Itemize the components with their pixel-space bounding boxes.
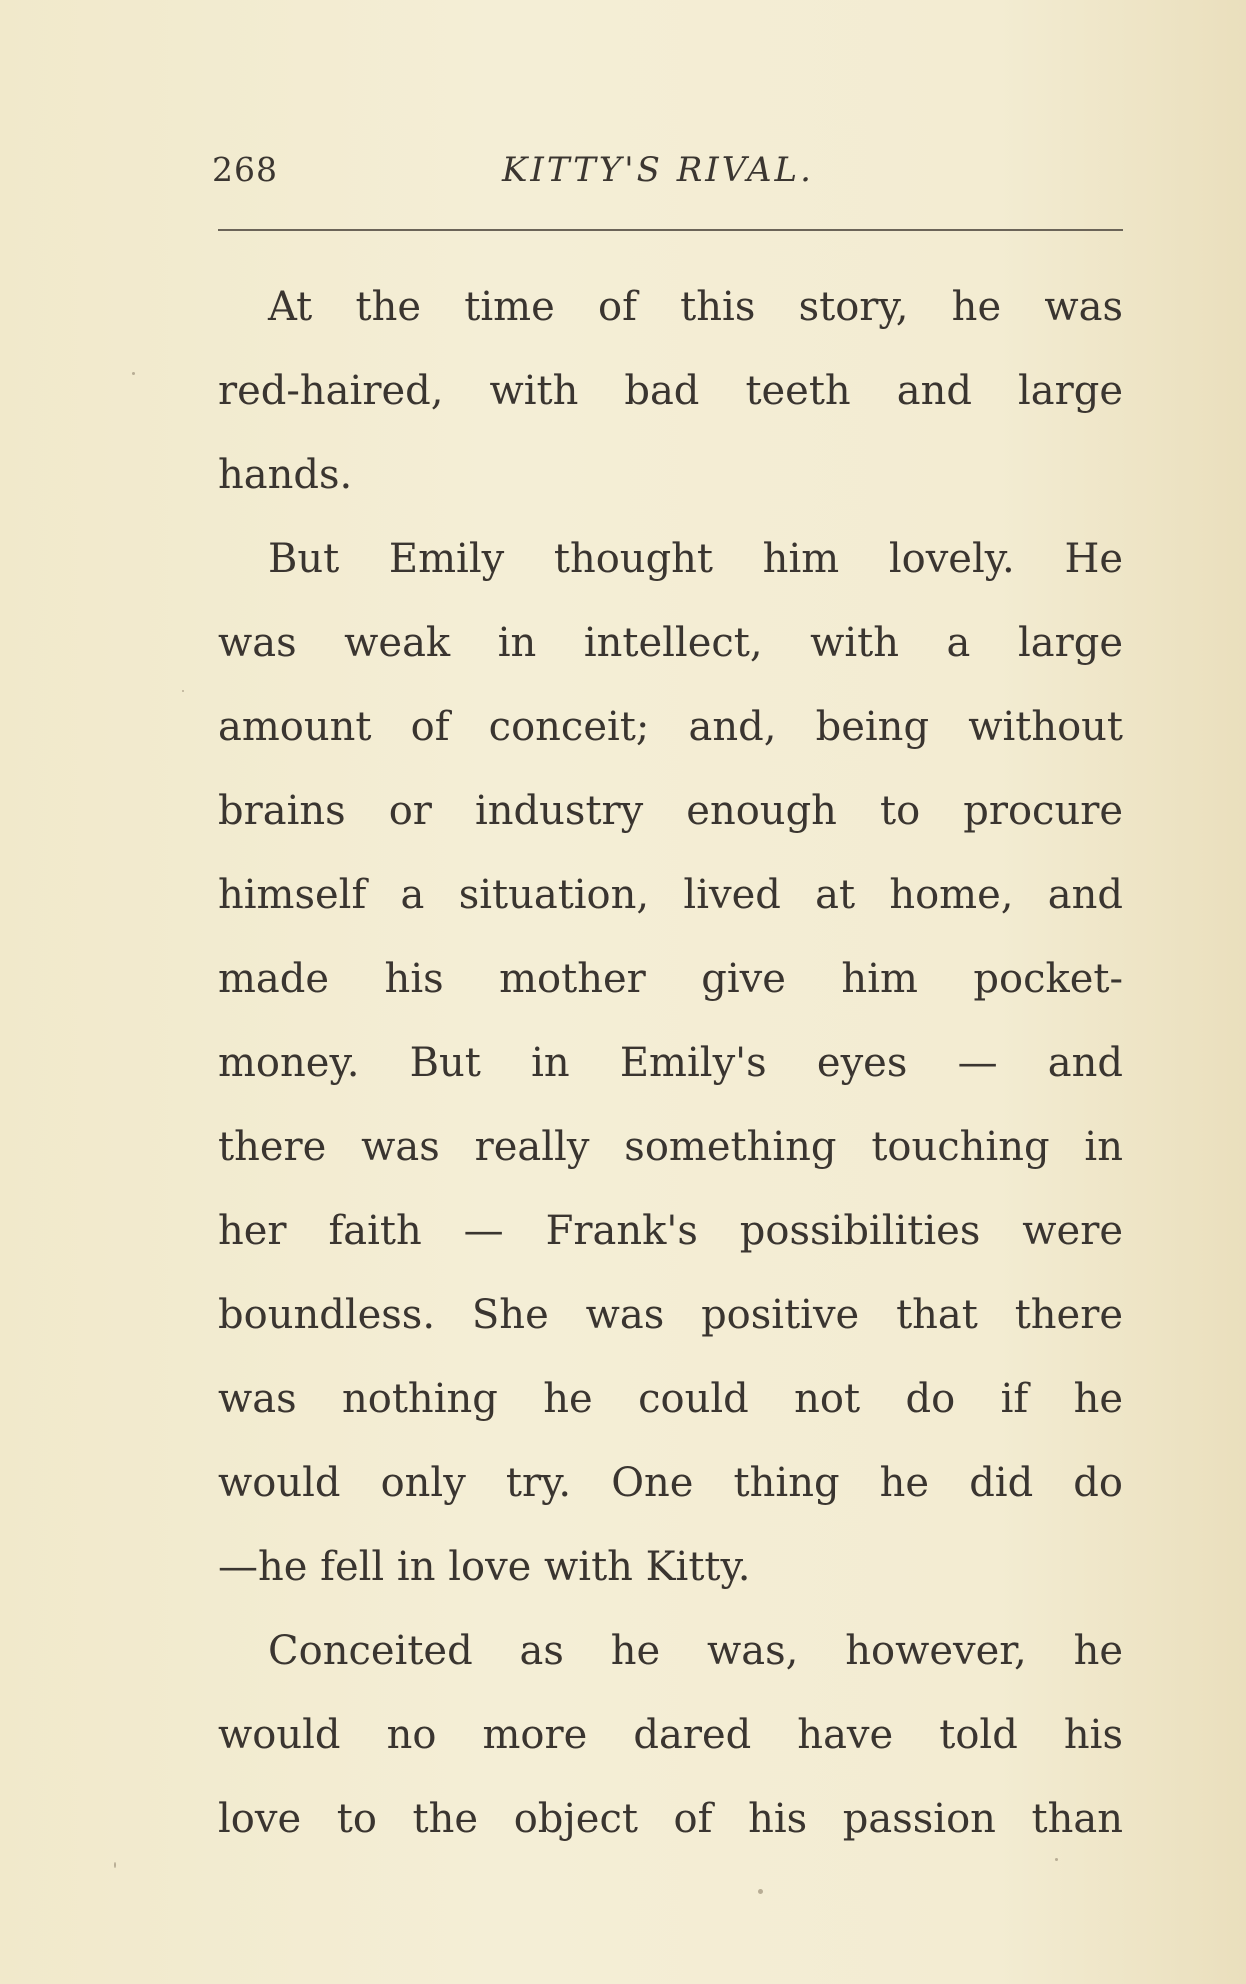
text-line: money. But in Emily's eyes — and [218, 1040, 1123, 1086]
text-line: At the time of this story, he was [268, 284, 1123, 330]
text-line: hands. [218, 452, 353, 498]
text-line: was weak in intellect, with a large [218, 620, 1123, 666]
text-line: red-haired, with bad teeth and large [218, 368, 1123, 414]
text-line: made his mother give him pocket- [218, 956, 1123, 1002]
page-header [212, 150, 1122, 200]
paper-speck [132, 372, 135, 375]
text-line: was nothing he could not do if he [218, 1376, 1123, 1422]
text-line: brains or industry enough to procure [218, 788, 1123, 834]
text-line: would only try. One thing he did do [218, 1460, 1123, 1506]
paper-speck [182, 690, 184, 692]
text-line: love to the object of his passion than [218, 1796, 1123, 1842]
text-line: himself a situation, lived at home, and [218, 872, 1123, 918]
paper-speck [114, 1862, 116, 1868]
text-line: amount of conceit; and, being without [218, 704, 1123, 750]
text-line: But Emily thought him lovely. He [268, 536, 1123, 582]
paper-speck [1055, 1858, 1058, 1861]
text-line: —he fell in love with Kitty. [218, 1544, 751, 1590]
text-line: boundless. She was positive that there [218, 1292, 1123, 1338]
header-rule [218, 229, 1123, 231]
body-text [218, 265, 1123, 1861]
page-number: 268 [212, 150, 278, 189]
text-line: her faith — Frank's possibilities were [218, 1208, 1123, 1254]
text-line: Conceited as he was, however, he [268, 1628, 1123, 1674]
text-line: there was really something touching in [218, 1124, 1123, 1170]
paper-speck [758, 1889, 763, 1894]
running-title: KITTY'S RIVAL. [502, 150, 814, 190]
text-line: would no more dared have told his [218, 1712, 1123, 1758]
